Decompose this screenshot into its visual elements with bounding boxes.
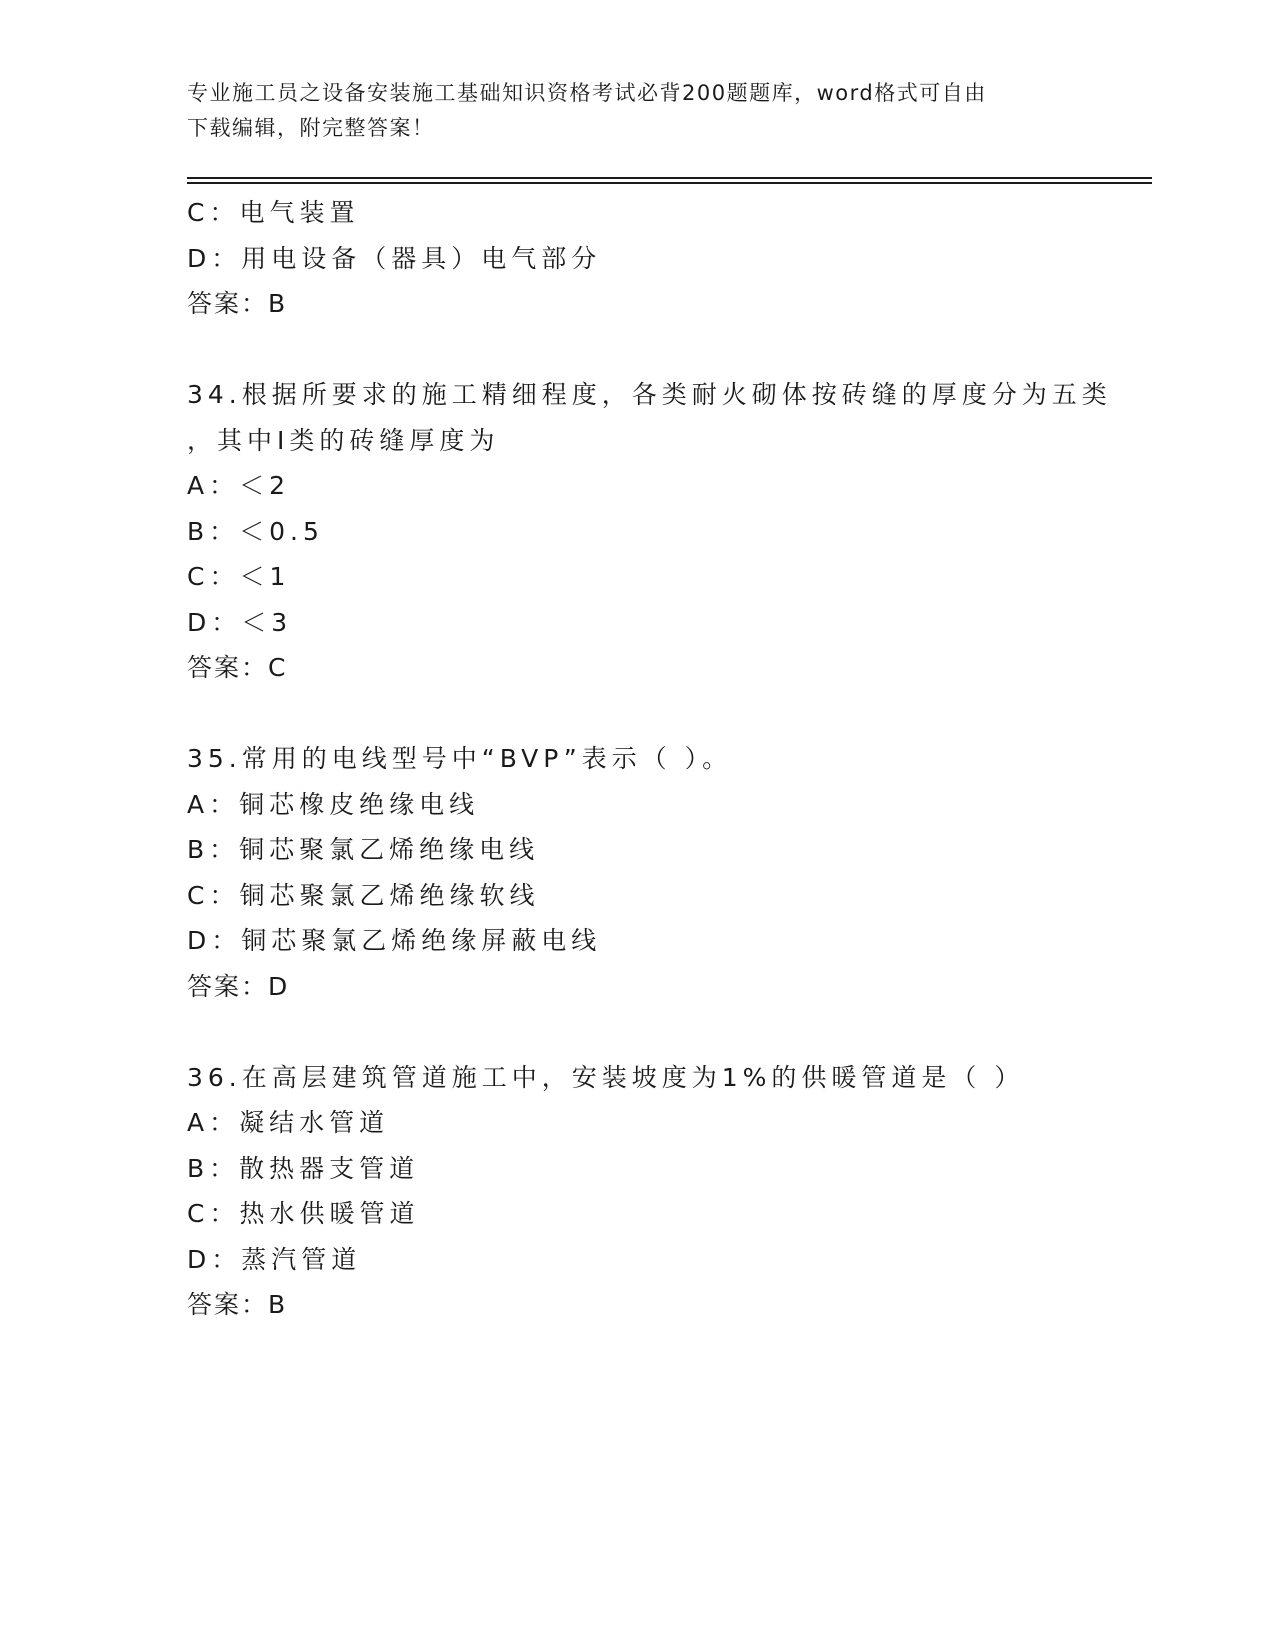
option-a: A：铜芯橡皮绝缘电线	[187, 789, 480, 819]
question-block-34	[187, 372, 1147, 691]
document-header	[187, 76, 1067, 146]
header-divider-bottom	[187, 182, 1152, 184]
answer-label: 答案：B	[187, 1290, 288, 1319]
option-b: B：散热器支管道	[187, 1153, 420, 1183]
option-c: C：电气装置	[187, 198, 360, 227]
question-text-line-1: 35.常用的电线型号中“BVP”表示（ ）。	[187, 744, 733, 773]
option-d: D：铜芯聚氯乙烯绝缘屏蔽电线	[187, 926, 602, 955]
option-d: D：蒸汽管道	[187, 1244, 362, 1274]
option-b: B：＜0.5	[187, 516, 324, 546]
header-line-1: 专业施工员之设备安装施工基础知识资格考试必背200题题库，word格式可自由	[187, 81, 987, 105]
option-b: B：铜芯聚氯乙烯绝缘电线	[187, 835, 540, 864]
header-divider-top	[187, 177, 1152, 179]
answer-label: 答案：C	[187, 653, 288, 682]
question-block-36	[187, 1055, 1147, 1328]
option-a: A：＜2	[187, 471, 291, 500]
option-c: C：热水供暖管道	[187, 1199, 420, 1228]
block-spacer	[187, 691, 1147, 737]
block-spacer	[187, 1009, 1147, 1055]
question-list	[187, 190, 1147, 1328]
block-spacer	[187, 327, 1147, 373]
option-d: D：用电设备（器具）电气部分	[187, 243, 602, 273]
answer-label: 答案：D	[187, 971, 290, 1001]
question-text-line-1: 36.在高层建筑管道施工中，安装坡度为1%的供暖管道是（ ）	[187, 1062, 1025, 1092]
question-block-35	[187, 736, 1147, 1009]
question-block-33	[187, 190, 1147, 327]
header-line-2: 下载编辑，附完整答案！	[187, 116, 435, 140]
answer-label: 答案：B	[187, 289, 288, 318]
option-c: C：铜芯聚氯乙烯绝缘软线	[187, 880, 540, 910]
option-d: D：＜3	[187, 607, 293, 637]
option-a: A：凝结水管道	[187, 1108, 390, 1137]
question-text-line-1: 34.根据所要求的施工精细程度，各类耐火砌体按砖缝的厚度分为五类	[187, 380, 1112, 409]
question-text-line-2: ，其中Ⅰ类的砖缝厚度为	[187, 425, 500, 455]
option-c: C：＜1	[187, 562, 291, 591]
